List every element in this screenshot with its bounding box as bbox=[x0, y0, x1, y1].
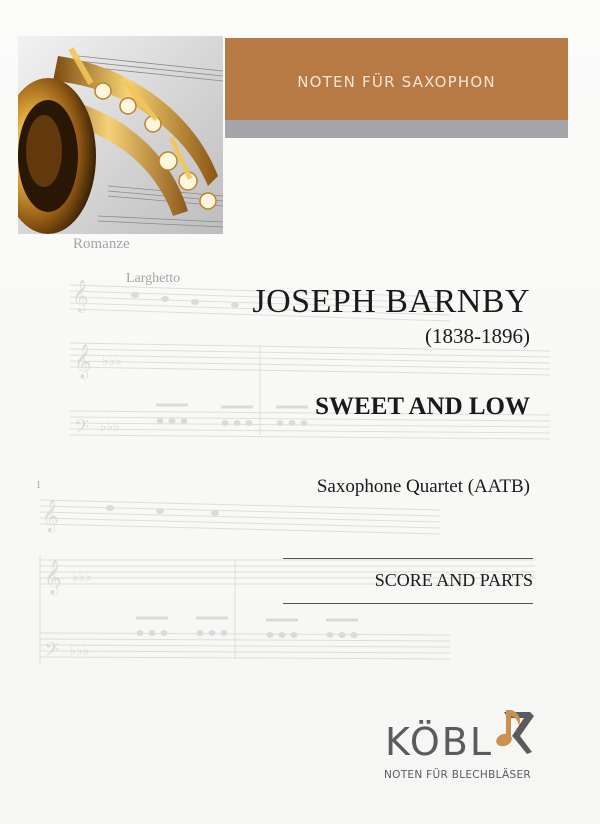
svg-text:𝄢: 𝄢 bbox=[74, 415, 90, 443]
svg-text:𝄞: 𝄞 bbox=[72, 279, 89, 312]
svg-text:♭♭♭: ♭♭♭ bbox=[100, 419, 120, 435]
background-tempo-label: Larghetto bbox=[126, 271, 181, 286]
series-band bbox=[225, 38, 568, 120]
svg-text:𝄞: 𝄞 bbox=[42, 499, 59, 532]
divider-top bbox=[283, 558, 533, 559]
publisher-name: KÖBL bbox=[385, 720, 493, 764]
svg-text:♭♭♭: ♭♭♭ bbox=[72, 569, 92, 585]
svg-text:♭♭♭: ♭♭♭ bbox=[70, 643, 90, 659]
background-movement-label: Romanze bbox=[73, 236, 130, 252]
svg-text:𝄞: 𝄞 bbox=[44, 560, 62, 595]
saxophone-photo bbox=[18, 36, 223, 234]
series-label: NOTEN FÜR SAXOPHON bbox=[297, 73, 496, 91]
background-measure-number: 1 bbox=[36, 480, 41, 491]
grey-accent-bar bbox=[225, 120, 568, 138]
publisher-tagline: NOTEN FÜR BLECHBLÄSER bbox=[384, 769, 532, 781]
divider-bottom bbox=[283, 603, 533, 604]
composer-name: JOSEPH BARNBY bbox=[252, 283, 530, 320]
svg-text:𝄞: 𝄞 bbox=[74, 344, 92, 379]
work-title: SWEET AND LOW bbox=[315, 393, 530, 420]
publisher-logo bbox=[382, 706, 552, 786]
music-note-icon bbox=[494, 706, 544, 758]
composer-lifespan: (1838-1896) bbox=[425, 324, 530, 348]
svg-text:♭♭♭: ♭♭♭ bbox=[102, 353, 122, 369]
edition-type: SCORE AND PARTS bbox=[374, 570, 533, 590]
instrumentation: Saxophone Quartet (AATB) bbox=[316, 476, 530, 497]
svg-text:𝄢: 𝄢 bbox=[44, 638, 60, 666]
